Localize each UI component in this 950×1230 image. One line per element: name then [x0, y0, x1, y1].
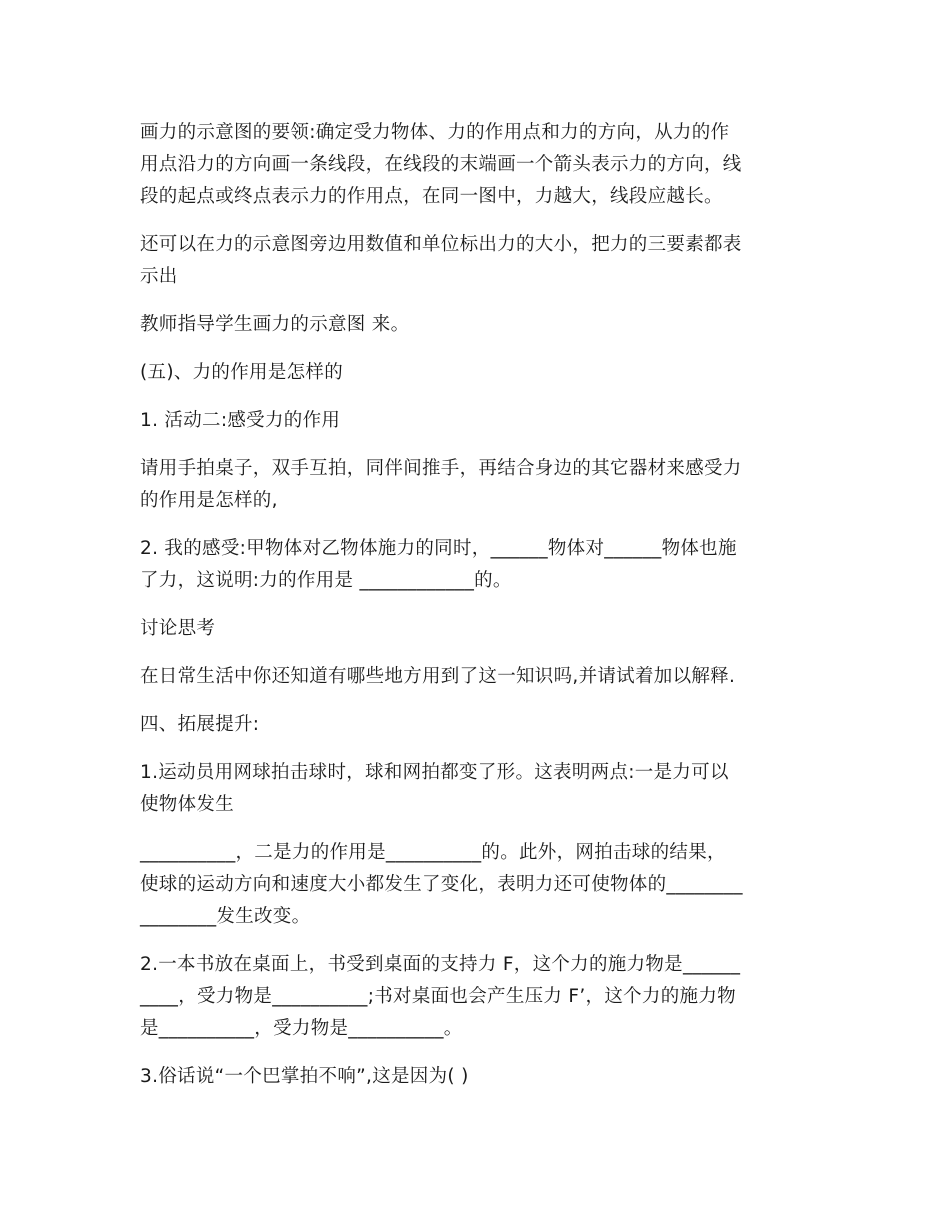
paragraph-force-diagram-method: [140, 117, 812, 213]
document-body: [140, 117, 812, 1093]
text-line: 用点沿力的方向画一条线段，在线段的末端画一个箭头表示力的方向，线: [140, 154, 742, 175]
text-line: 示出: [140, 266, 178, 287]
text-line: 2.一本书放在桌面上，书受到桌面的支持力 F，这个力的施力物是______: [140, 954, 741, 975]
text-line: __________，二是力的作用是__________的。此外，网拍击球的结果，: [140, 842, 726, 863]
text-line: 1. 活动二:感受力的作用: [140, 410, 341, 431]
text-line: 还可以在力的示意图旁边用数值和单位标出力的大小，把力的三要素都表: [140, 234, 742, 255]
text-line: 请用手拍桌子，双手互拍，同伴间推手，再结合身边的其它器材来感受力: [140, 458, 742, 479]
activity-heading: [140, 405, 812, 437]
text-line: 的作用是怎样的,: [140, 490, 278, 511]
text-line: 在日常生活中你还知道有哪些地方用到了这一知识吗,并请试着加以解释.: [140, 666, 736, 687]
text-line: 四、拓展提升:: [140, 714, 260, 735]
text-line: 段的起点或终点表示力的作用点，在同一图中，力越大，线段应越长。: [140, 186, 723, 207]
question-1-blanks: [140, 837, 812, 933]
text-line: 使物体发生: [140, 794, 235, 815]
question-1-intro: [140, 757, 812, 821]
question-3: [140, 1061, 812, 1093]
paragraph-force-magnitude-label: [140, 229, 812, 293]
paragraph-my-feeling: [140, 533, 812, 597]
paragraph-teacher-guide: [140, 309, 812, 341]
text-line: 1.运动员用网球拍击球时，球和网拍都变了形。这表明两点:一是力可以: [140, 762, 729, 783]
text-line: ____，受力物是__________;书对桌面也会产生压力 F’，这个力的施力物: [140, 986, 736, 1007]
text-line: 画力的示意图的要领:确定受力物体、力的作用点和力的方向，从力的作: [140, 122, 730, 143]
text-line: 讨论思考: [140, 618, 216, 639]
text-line: 是__________，受力物是__________。: [140, 1018, 463, 1039]
discussion-heading: [140, 613, 812, 645]
paragraph-activity-instructions: [140, 453, 812, 517]
text-line: 教师指导学生画力的示意图 来。: [140, 314, 410, 335]
section-heading-force-interaction: [140, 357, 812, 389]
paragraph-discussion-question: [140, 661, 812, 693]
text-line: 3.俗话说“一个巴掌拍不响”,这是因为( ): [140, 1066, 469, 1087]
text-line: ________发生改变。: [140, 906, 311, 927]
text-line: 使球的运动方向和速度大小都发生了变化，表明力还可使物体的________: [140, 874, 743, 895]
text-line: (五)、力的作用是怎样的: [140, 362, 344, 383]
section-heading-extension: [140, 709, 812, 741]
text-line: 了力，这说明:力的作用是 ____________的。: [140, 570, 512, 591]
text-line: 2. 我的感受:甲物体对乙物体施力的同时，______物体对______物体也施: [140, 538, 737, 559]
question-2: [140, 949, 812, 1045]
